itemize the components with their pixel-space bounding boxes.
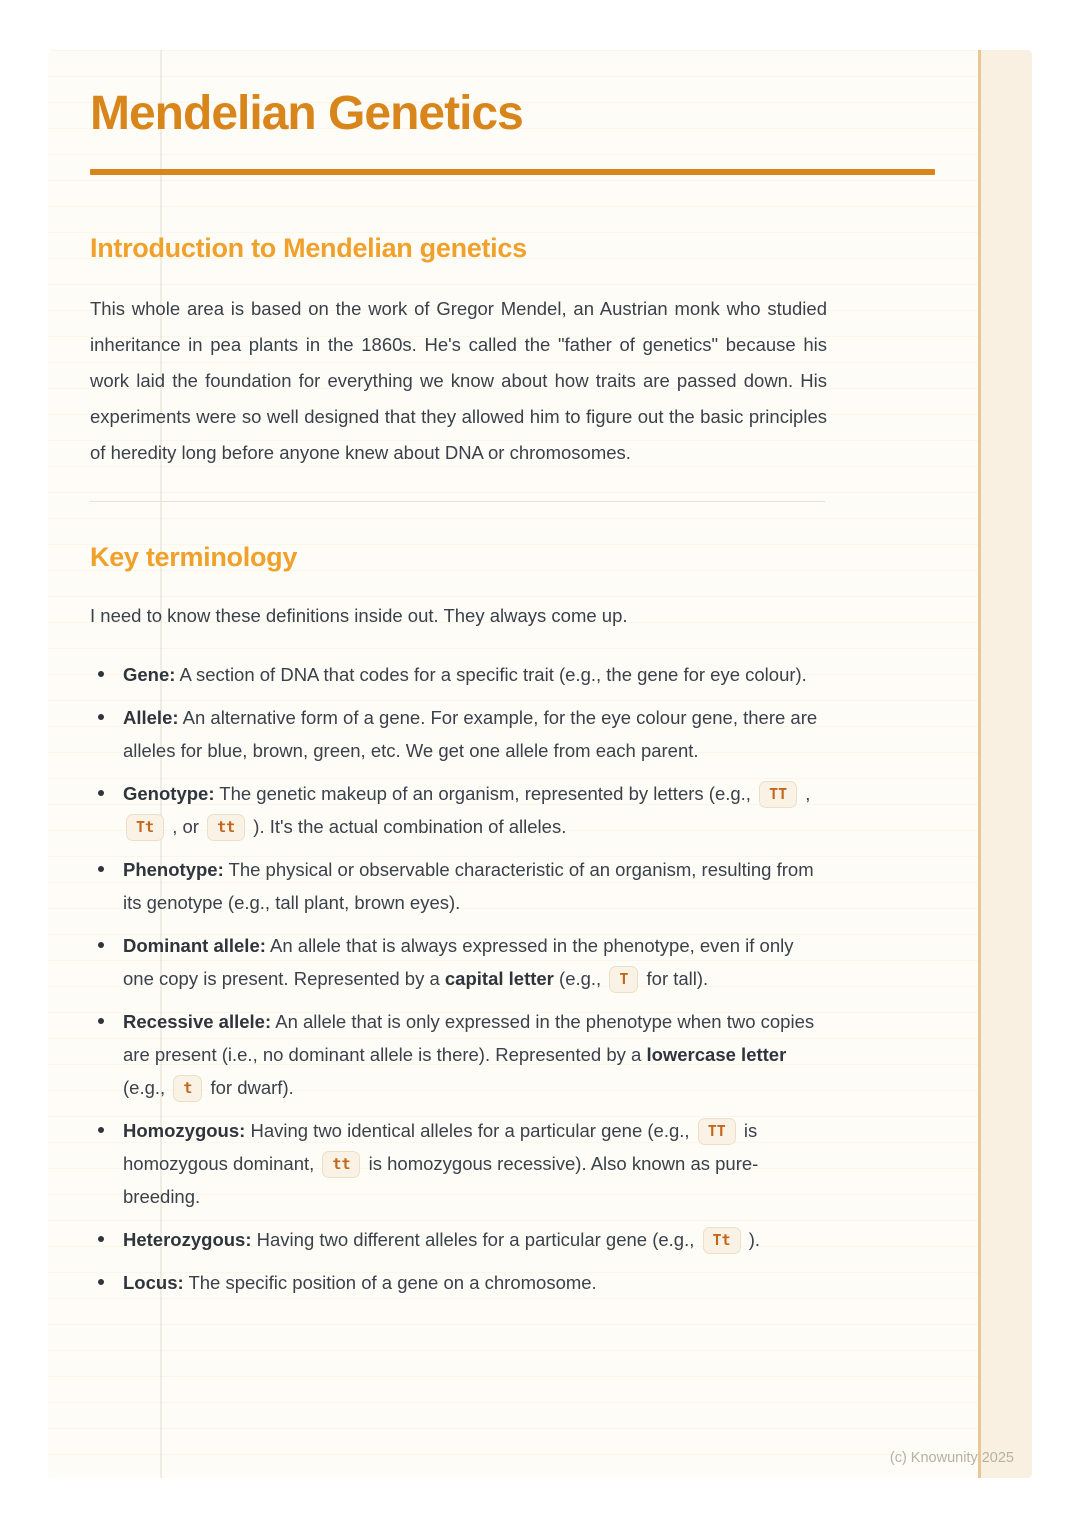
term-item: Genotype: The genetic makeup of an organism, represented by letters (e.g., TT , Tt , or tt ). It's the actual combination of alleles. bbox=[123, 777, 827, 843]
terminology-list bbox=[90, 658, 827, 1299]
term-label: Genotype: bbox=[123, 783, 215, 804]
notebook-margin-strip bbox=[978, 50, 1032, 1478]
term-label: Heterozygous: bbox=[123, 1229, 252, 1250]
terminology-note: I need to know these definitions inside out. They always come up. bbox=[90, 605, 628, 626]
allele-code-badge: TT bbox=[698, 1118, 736, 1145]
term-label: capital letter bbox=[444, 968, 554, 989]
allele-code-badge: tt bbox=[207, 814, 245, 841]
section-divider bbox=[90, 501, 825, 502]
term-label: lowercase letter bbox=[646, 1044, 787, 1065]
term-label: Locus: bbox=[123, 1272, 184, 1293]
term-label: Gene: bbox=[123, 664, 176, 685]
term-label: Recessive allele: bbox=[123, 1011, 272, 1032]
term-label: Phenotype: bbox=[123, 859, 224, 880]
title-underline bbox=[90, 169, 935, 175]
term-item: Gene: A section of DNA that codes for a specific trait (e.g., the gene for eye colour). bbox=[123, 658, 827, 691]
page-content bbox=[48, 50, 827, 1299]
term-item: Allele: An alternative form of a gene. For example, for the eye colour gene, there are alleles for blue, brown, green, etc. We get one allele from each parent. bbox=[123, 701, 827, 767]
allele-code-badge: TT bbox=[759, 781, 797, 808]
page-title: Mendelian Genetics bbox=[90, 87, 523, 140]
allele-code-badge: tt bbox=[322, 1151, 360, 1178]
term-label: Allele: bbox=[123, 707, 179, 728]
section-heading-terminology: Key terminology bbox=[90, 542, 298, 572]
term-label: Homozygous: bbox=[123, 1120, 246, 1141]
intro-paragraph: This whole area is based on the work of Gregor Mendel, an Austrian monk who studied inheritance in pea plants in the 1860s. He's called the "father of genetics" because his work laid the foundation for everything we know about how traits are passed down. His experiments were so well designed that they allowed him to figure out the basic principles of heredity long before anyone knew about DNA or chromosomes. bbox=[90, 298, 827, 463]
allele-code-badge: Tt bbox=[126, 814, 164, 841]
copyright-watermark: (c) Knowunity 2025 bbox=[889, 1450, 1014, 1466]
term-item: Recessive allele: An allele that is only expressed in the phenotype when two copies are present (i.e., no dominant allele is there). Represented by a lowercase letter (e.g., t for dwarf). bbox=[123, 1005, 827, 1104]
term-item: Dominant allele: An allele that is always expressed in the phenotype, even if only one copy is present. Represented by a capital letter (e.g., T for tall). bbox=[123, 929, 827, 995]
section-heading-introduction: Introduction to Mendelian genetics bbox=[90, 233, 527, 263]
term-item: Homozygous: Having two identical alleles for a particular gene (e.g., TT is homozygous dominant, tt is homozygous recessive). Also known as pure-breeding. bbox=[123, 1114, 827, 1213]
allele-code-badge: Tt bbox=[703, 1227, 741, 1254]
term-item: Phenotype: The physical or observable characteristic of an organism, resulting from its genotype (e.g., tall plant, brown eyes). bbox=[123, 853, 827, 919]
term-label: Dominant allele: bbox=[123, 935, 266, 956]
notebook-page bbox=[48, 50, 1032, 1478]
allele-code-badge: t bbox=[173, 1075, 202, 1102]
term-item: Locus: The specific position of a gene on a chromosome. bbox=[123, 1266, 827, 1299]
allele-code-badge: T bbox=[609, 966, 638, 993]
term-item: Heterozygous: Having two different alleles for a particular gene (e.g., Tt ). bbox=[123, 1223, 827, 1256]
